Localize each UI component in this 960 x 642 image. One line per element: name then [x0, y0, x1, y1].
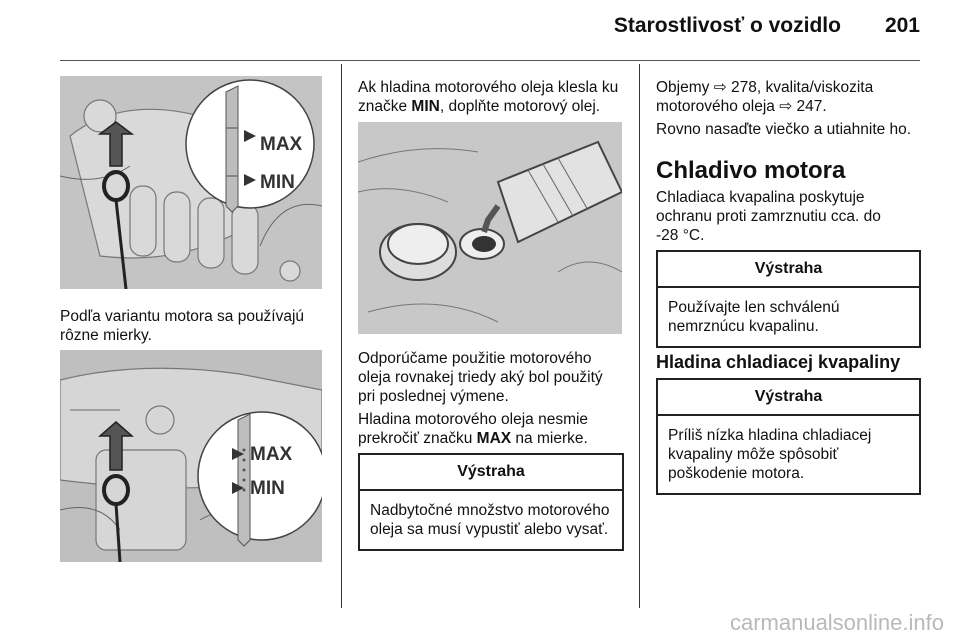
oil-fill-illustration [358, 122, 622, 334]
coolant-warning-title: Výstraha [658, 252, 919, 288]
watermark: carmanualsonline.info [729, 610, 944, 635]
coolant-level-warning-box [656, 378, 921, 495]
header-rule [60, 60, 920, 61]
coolant-warning-body: Používajte len schválenú nemrznúcu kvapalinu. [668, 299, 840, 335]
coolant-heading: Chladivo motora [656, 157, 846, 184]
page-number: 201 [884, 14, 920, 37]
column-divider-1 [341, 64, 342, 608]
coolant-level-warning-body: Príliš nízka hladina chladiacej kvapaliny môže spôsobiť poškodenie motora. [668, 427, 872, 482]
coolant-text: Chladiaca kvapalina poskytuje ochranu proti zamrznutiu cca. do -28 °C. [656, 189, 881, 244]
dipstick-min-label: MIN [260, 172, 295, 193]
dipstick-illustration-1 [60, 76, 322, 289]
ref-arrow-icon: ⇨ [713, 79, 727, 96]
coolant-level-warning-title: Výstraha [658, 380, 919, 416]
cap-text: Rovno nasaďte viečko a utiahnite ho. [656, 121, 912, 138]
ref-arrow-icon: ⇨ [779, 98, 793, 115]
oil-min-text: Ak hladina motorového oleja klesla ku značke MIN, doplňte motorový olej. [358, 79, 619, 115]
coolant-warning-box [656, 250, 921, 348]
dipstick-variants-text: Podľa variantu motora sa používajú rôzne mierky. [60, 308, 305, 344]
page-title: Starostlivosť o vozidlo [613, 14, 841, 37]
page-header [614, 14, 920, 38]
coolant-level-heading: Hladina chladiacej kvapaliny [656, 352, 901, 372]
oil-warning-box [358, 453, 624, 551]
dipstick-illustration-2 [60, 350, 322, 562]
dipstick-max-label-2: MAX [250, 444, 293, 465]
dipstick-max-label: MAX [260, 134, 303, 155]
oil-warning-body: Nadbytočné množstvo motorového oleja sa musí vypustiť alebo vysať. [370, 502, 610, 538]
oil-warning-title: Výstraha [360, 455, 622, 491]
dipstick-min-label-2: MIN [250, 478, 285, 499]
oil-max-text: Hladina motorového oleja nesmie prekročiť značku MAX na mierke. [358, 411, 589, 447]
column-divider-2 [639, 64, 640, 608]
oil-recommendation-text: Odporúčame použitie motorového oleja rovnakej triedy aký bol použitý pri poslednej výmene. [358, 350, 603, 405]
oil-volume-text: Objemy ⇨ 278, kvalita/viskozita motorového oleja ⇨ 247. [656, 79, 874, 115]
